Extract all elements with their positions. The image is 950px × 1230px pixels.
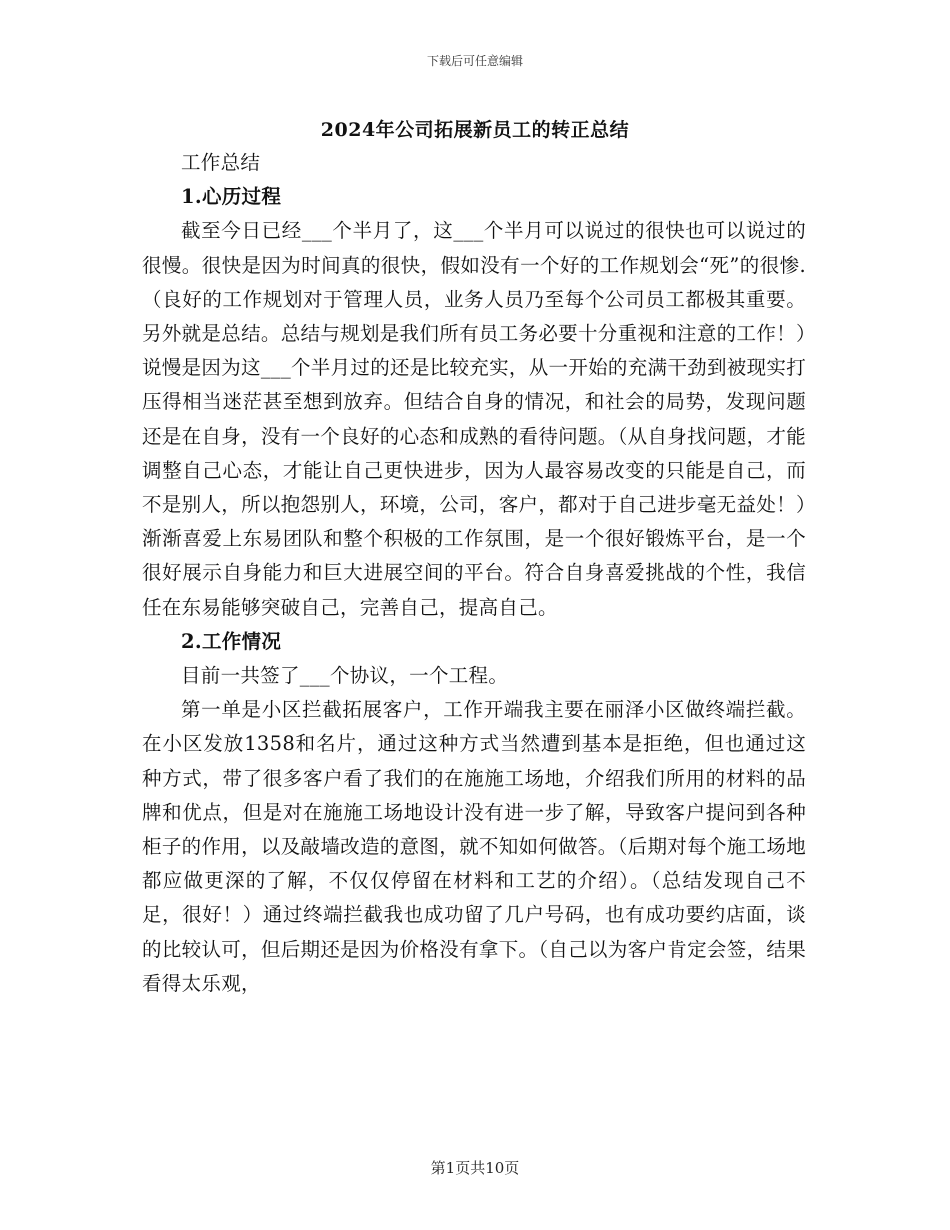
document-title: 2024年公司拓展新员工的转正总结 <box>320 119 630 141</box>
document-body <box>142 146 806 1001</box>
section-heading-1: 1.心历过程 <box>181 185 282 209</box>
section-heading-2: 2.工作情况 <box>181 629 282 653</box>
header-note: 下载后可任意编辑 <box>426 54 523 68</box>
paragraph: 截至今日已经___个半月了，这___个半月可以说过的很快也可以说过的很慢。很快是因为时间真的很快，假如没有一个好的工作规划会“死”的很惨.（良好的工作规划对于管理人员，业务人员乃至每个公司员工都极其重要。另外就是总结。总结与规划是我们所有员工务必要十分重视和注意的工作！）说慢是因为这___个半月过的还是比较充实，从一开始的充满干劲到被现实打压得相当迷茫甚至想到放弃。但结合自身的情况，和社会的局势，发现问题还是在自身，没有一个良好的心态和成熟的看待问题。（从自身找问题，才能调整自己心态，才能让自己更快进步，因为人最容易改变的只能是自己，而不是别人，所以抱怨别人，环境，公司，客户，都对于自己进步毫无益处！）渐渐喜爱上东易团队和整个积极的工作氛围，是一个很好锻炼平台，是一个很好展示自身能力和巨大进展空间的平台。符合自身喜爱挑战的个性，我信任在东易能够突破自己，完善自己，提高自己。 <box>142 219 806 619</box>
paragraph: 目前一共签了___个协议，一个工程。 <box>181 664 509 688</box>
paragraph: 第一单是小区拦截拓展客户，工作开端我主要在丽泽小区做终端拦截。在小区发放1358和名片，通过这种方式当然遭到基本是拒绝，但也通过这种方式，带了很多客户看了我们的在施施工场地，介绍我们所用的材料的品牌和优点，但是对在施施工场地设计没有进一步了解，导致客户提问到各种柜子的作用，以及敲墙改造的意图，就不知如何做答。（后期对每个施工场地都应做更深的了解，不仅仅停留在材料和工艺的介绍）。（总结发现自己不足，很好！）通过终端拦截我也成功留了几户号码，也有成功要约店面，谈的比较认可，但后期还是因为价格没有拿下。（自己以为客户肯定会签，结果看得太乐观， <box>142 698 806 995</box>
page-footer: 第1页共10页 <box>430 1159 520 1177</box>
section-label: 工作总结 <box>181 151 261 174</box>
